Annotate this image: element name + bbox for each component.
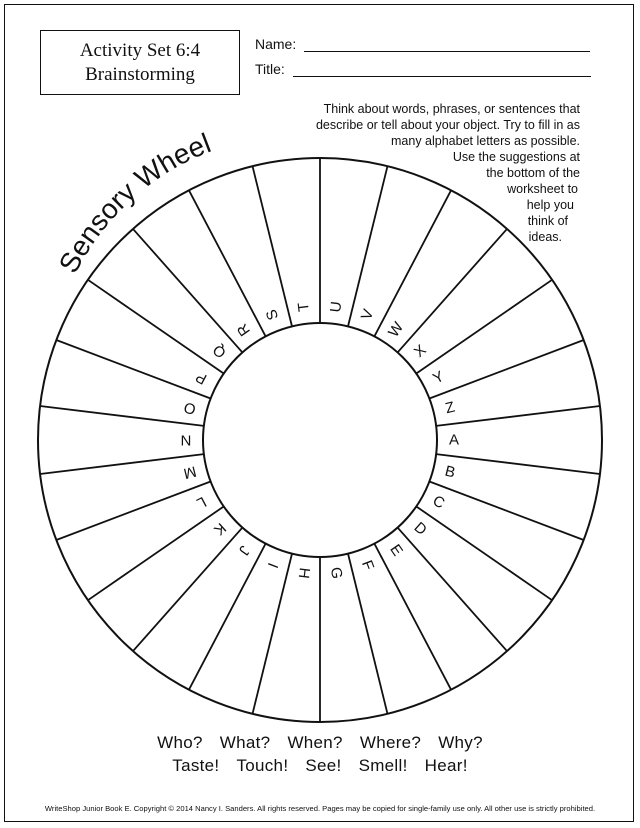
wheel-letter-l: L <box>193 492 209 512</box>
instruction-line: Use the suggestions at <box>452 150 580 164</box>
wheel-letter-h: H <box>294 566 313 580</box>
instruction-line: help you <box>526 198 574 212</box>
prompt-see: See! <box>305 756 342 775</box>
wheel-letter-k: K <box>210 519 230 539</box>
prompt-taste: Taste! <box>172 756 220 775</box>
sense-prompts <box>0 756 640 776</box>
wheel-letter-g: G <box>327 566 346 580</box>
copyright-footer: WriteShop Junior Book E. Copyright © 2014 Nancy I. Sanders. All rights reserved. Pages may be copied for single-family use only. All other use is strictly prohibited. <box>44 804 596 813</box>
wheel-letter-j: J <box>234 542 254 559</box>
wheel-letter-v: V <box>357 307 378 323</box>
wheel-spokes <box>38 158 602 722</box>
wheel-letter-y: Y <box>430 367 448 388</box>
instruction-line: worksheet to <box>507 182 578 196</box>
activity-set-label: Activity Set 6:4 <box>79 39 201 61</box>
wheel-letter-m: M <box>181 462 198 482</box>
sensory-wheel-title: Sensory Wheel <box>52 127 215 278</box>
instruction-line: many alphabet letters as possible. <box>391 134 580 148</box>
inner-circle[interactable] <box>203 323 437 560</box>
wheel-letter-t: T <box>294 301 313 313</box>
instruction-line: Think about words, phrases, or sentences that <box>323 102 580 116</box>
wheel-letter-c: C <box>429 492 448 513</box>
wheel-letter-u: U <box>327 300 346 314</box>
wheel-letter-q: Q <box>209 340 230 362</box>
wheel-letter-n: N <box>180 431 192 449</box>
wheel-letter-s: S <box>262 307 283 323</box>
name-label: Name: <box>255 36 297 52</box>
prompt-why: Why? <box>438 733 483 752</box>
wheel-letter-x: X <box>410 341 430 361</box>
alphabet-letters <box>181 301 459 580</box>
wheel-letter-a: A <box>448 431 460 449</box>
instruction-line: ideas. <box>528 230 562 244</box>
activity-topic-label: Brainstorming <box>85 63 195 85</box>
wheel-letter-z: Z <box>443 398 457 418</box>
prompt-touch: Touch! <box>236 756 289 775</box>
wheel-letter-o: O <box>182 398 198 418</box>
wheel-letter-f: F <box>357 557 378 573</box>
prompt-smell: Smell! <box>358 756 408 775</box>
wheel-letter-p: P <box>192 367 210 388</box>
prompt-where: Where? <box>359 733 422 752</box>
prompt-who: Who? <box>157 733 203 752</box>
instruction-line: think of <box>527 214 568 228</box>
wheel-letter-d: D <box>410 518 430 539</box>
question-prompts <box>0 733 640 753</box>
title-label: Title: <box>255 61 285 77</box>
prompt-what: What? <box>219 733 271 752</box>
prompt-when: When? <box>287 733 343 752</box>
wheel-letter-i: I <box>263 560 282 571</box>
wheel-letter-w: W <box>385 319 408 341</box>
wheel-letter-e: E <box>386 541 406 560</box>
wheel-letter-b: B <box>443 462 458 482</box>
instruction-line: the bottom of the <box>486 166 580 180</box>
prompt-hear: Hear! <box>424 756 468 775</box>
wheel-letter-r: R <box>233 320 254 340</box>
instruction-line: describe or tell about your object. Try to fill in as <box>315 118 580 132</box>
